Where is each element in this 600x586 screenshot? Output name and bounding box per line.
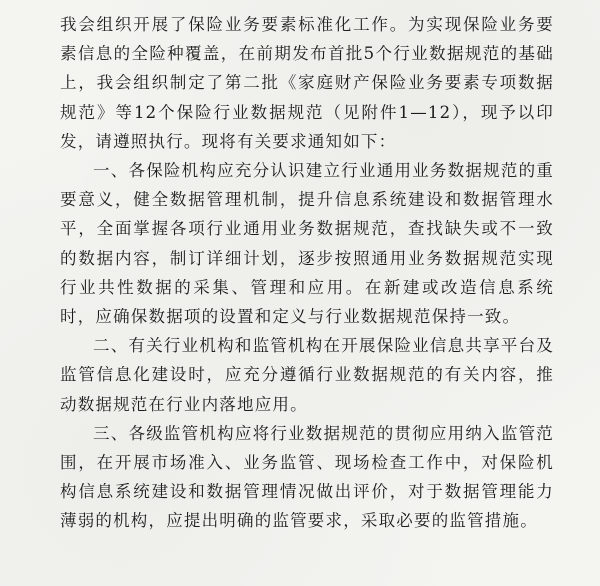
intro-paragraph: 我会组织开展了保险业务要素标准化工作。为实现保险业务要素信息的全险种覆盖，在前期发布首批5个行业数据规范的基础上，我会组织制定了第二批《家庭财产保险业务要素专项数据规范》等12个保险行业数据规范（见附件1—12），现予以印发，请遵照执行。现将有关要求通知如下：: [60, 15, 554, 151]
requirement-paragraph-3: 三、各级监管机构应将行业数据规范的贯彻应用纳入监管范围，在开展市场准入、业务监管、现场检查工作中，对保险机构信息系统建设和数据管理情况做出评价，对于数据管理能力薄弱的机构，应提出明确的监管要求，采取必要的监管措施。: [60, 423, 554, 531]
requirement-paragraph-1: 一、各保险机构应充分认识建立行业通用业务数据规范的重要意义，健全数据管理机制，提升信息系统建设和数据管理水平，全面掌握各项行业通用业务数据规范，查找缺失或不一致的数据内容，制订详细计划，逐步按照通用业务数据规范实现行业共性数据的采集、管理和应用。在新建或改造信息系统时，应确保数据项的设置和定义与行业数据规范保持一致。: [60, 161, 554, 327]
requirement-paragraph-2: 二、有关行业机构和监管机构在开展保险业信息共享平台及监管信息化建设时，应充分遵循行业数据规范的有关内容，推动数据规范在行业内落地应用。: [60, 336, 554, 414]
